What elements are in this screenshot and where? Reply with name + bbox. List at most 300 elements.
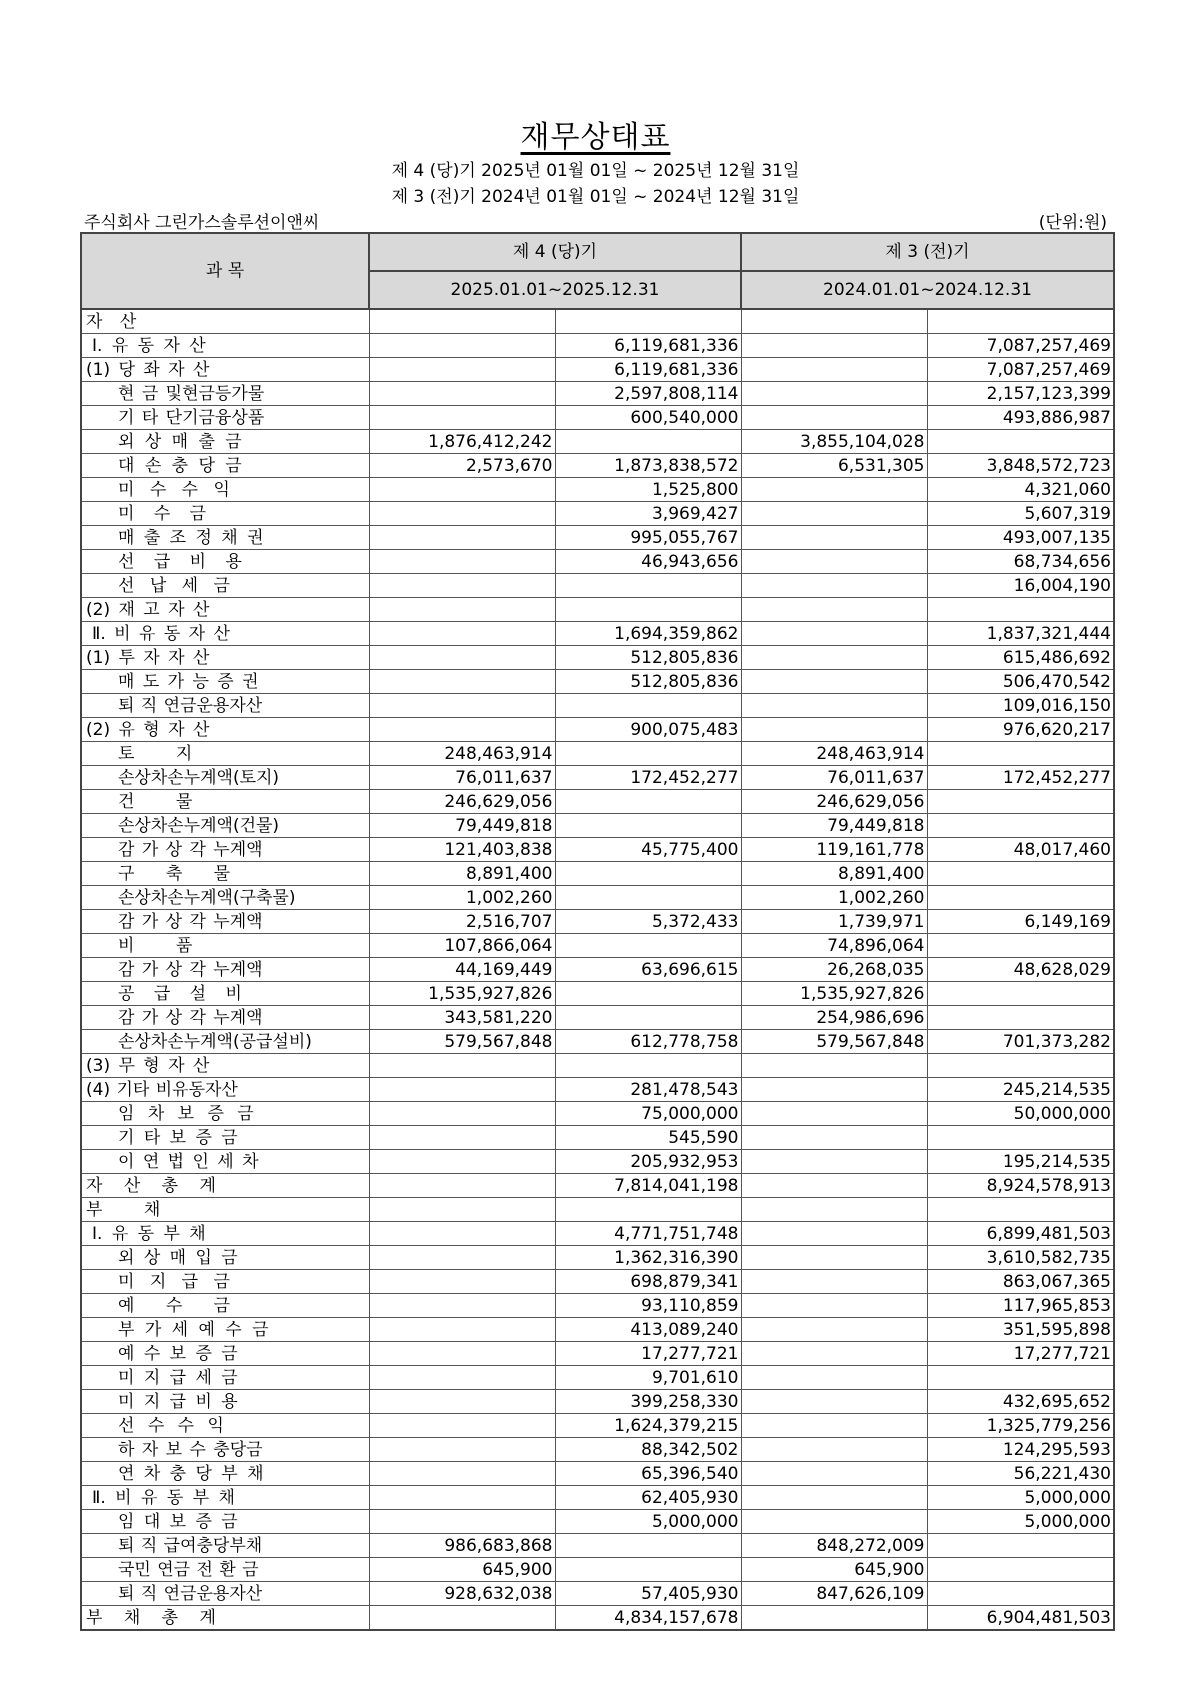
- current-detail-amount: [369, 358, 555, 382]
- prior-detail-amount: 8,891,400: [741, 862, 927, 886]
- row-label: 구 축 물: [81, 862, 369, 886]
- current-total-amount: [555, 886, 741, 910]
- row-label: 예 수 보 증 금: [81, 1342, 369, 1366]
- current-total-amount: 1,362,316,390: [555, 1246, 741, 1270]
- prior-total-amount: 6,904,481,503: [927, 1606, 1114, 1631]
- current-total-amount: [555, 934, 741, 958]
- prior-total-amount: [927, 1366, 1114, 1390]
- table-row: [81, 550, 1114, 574]
- current-total-amount: 6,119,681,336: [555, 334, 741, 358]
- current-total-amount: 57,405,930: [555, 1582, 741, 1606]
- current-detail-amount: 76,011,637: [369, 766, 555, 790]
- table-row: [81, 934, 1114, 958]
- current-total-amount: 413,089,240: [555, 1318, 741, 1342]
- current-total-amount: 1,525,800: [555, 478, 741, 502]
- prior-detail-amount: [741, 358, 927, 382]
- current-total-amount: 172,452,277: [555, 766, 741, 790]
- prior-total-amount: 493,007,135: [927, 526, 1114, 550]
- prior-total-amount: 109,016,150: [927, 694, 1114, 718]
- current-total-amount: 6,119,681,336: [555, 358, 741, 382]
- current-total-amount: 1,873,838,572: [555, 454, 741, 478]
- prior-detail-amount: [741, 598, 927, 622]
- table-row: [81, 1558, 1114, 1582]
- current-total-amount: 205,932,953: [555, 1150, 741, 1174]
- prior-total-amount: 5,607,319: [927, 502, 1114, 526]
- prior-total-amount: 117,965,853: [927, 1294, 1114, 1318]
- header-current-period: 제 4 (당)기: [369, 233, 741, 271]
- prior-total-amount: [927, 1006, 1114, 1030]
- statement-title: 재무상태표: [520, 120, 671, 155]
- current-total-amount: 3,969,427: [555, 502, 741, 526]
- current-detail-amount: [369, 1414, 555, 1438]
- header-current-range: 2025.01.01~2025.12.31: [369, 271, 741, 309]
- current-detail-amount: 986,683,868: [369, 1534, 555, 1558]
- prior-total-amount: [927, 1198, 1114, 1222]
- prior-detail-amount: [741, 1342, 927, 1366]
- prior-detail-amount: [741, 382, 927, 406]
- prior-detail-amount: 3,855,104,028: [741, 430, 927, 454]
- row-label: 예 수 금: [81, 1294, 369, 1318]
- current-detail-amount: [369, 1222, 555, 1246]
- prior-total-amount: [927, 598, 1114, 622]
- row-label: (2) 재 고 자 산: [81, 598, 369, 622]
- row-label: (1) 투 자 자 산: [81, 646, 369, 670]
- current-total-amount: 46,943,656: [555, 550, 741, 574]
- table-row: [81, 1078, 1114, 1102]
- prior-total-amount: 50,000,000: [927, 1102, 1114, 1126]
- table-row: [81, 910, 1114, 934]
- header-prior-range: 2024.01.01~2024.12.31: [741, 271, 1114, 309]
- row-label: 미 지 급 금: [81, 1270, 369, 1294]
- row-label: 감 가 상 각 누계액: [81, 958, 369, 982]
- prior-total-amount: 124,295,593: [927, 1438, 1114, 1462]
- current-detail-amount: 928,632,038: [369, 1582, 555, 1606]
- prior-detail-amount: [741, 1462, 927, 1486]
- current-total-amount: [555, 1534, 741, 1558]
- prior-total-amount: 432,695,652: [927, 1390, 1114, 1414]
- current-total-amount: 281,478,543: [555, 1078, 741, 1102]
- period-current: 제 4 (당)기 2025년 01월 01일 ~ 2025년 12월 31일: [391, 161, 800, 181]
- row-label: 하 자 보 수 충당금: [81, 1438, 369, 1462]
- current-detail-amount: 645,900: [369, 1558, 555, 1582]
- current-detail-amount: 246,629,056: [369, 790, 555, 814]
- table-row: [81, 670, 1114, 694]
- prior-total-amount: [927, 1534, 1114, 1558]
- current-total-amount: [555, 1006, 741, 1030]
- prior-detail-amount: [741, 1222, 927, 1246]
- table-row: [81, 1366, 1114, 1390]
- prior-total-amount: [927, 1054, 1114, 1078]
- row-label: Ⅰ. 유 동 자 산: [81, 334, 369, 358]
- current-detail-amount: [369, 1054, 555, 1078]
- current-total-amount: 4,834,157,678: [555, 1606, 741, 1631]
- row-label: 임 차 보 증 금: [81, 1102, 369, 1126]
- row-label: 손상차손누계액(건물): [81, 814, 369, 838]
- prior-detail-amount: [741, 1054, 927, 1078]
- row-label: 외 상 매 출 금: [81, 430, 369, 454]
- current-total-amount: 1,694,359,862: [555, 622, 741, 646]
- prior-detail-amount: [741, 1246, 927, 1270]
- prior-detail-amount: 1,002,260: [741, 886, 927, 910]
- row-label: 자 산: [81, 309, 369, 334]
- prior-detail-amount: [741, 1126, 927, 1150]
- row-label: 미 지 급 비 용: [81, 1390, 369, 1414]
- table-row: [81, 382, 1114, 406]
- current-detail-amount: [369, 1438, 555, 1462]
- current-total-amount: [555, 309, 741, 334]
- prior-detail-amount: [741, 1150, 927, 1174]
- table-row: [81, 1414, 1114, 1438]
- current-total-amount: 1,624,379,215: [555, 1414, 741, 1438]
- row-label: 매 도 가 능 증 권: [81, 670, 369, 694]
- prior-total-amount: [927, 309, 1114, 334]
- table-row: [81, 1222, 1114, 1246]
- current-detail-amount: [369, 718, 555, 742]
- current-total-amount: 612,778,758: [555, 1030, 741, 1054]
- table-row: [81, 1246, 1114, 1270]
- table-row: [81, 1606, 1114, 1631]
- table-row: [81, 1006, 1114, 1030]
- row-label: 감 가 상 각 누계액: [81, 910, 369, 934]
- prior-total-amount: 17,277,721: [927, 1342, 1114, 1366]
- current-detail-amount: [369, 1150, 555, 1174]
- prior-detail-amount: [741, 718, 927, 742]
- prior-total-amount: [927, 1126, 1114, 1150]
- prior-detail-amount: [741, 1438, 927, 1462]
- prior-detail-amount: [741, 1414, 927, 1438]
- prior-total-amount: 56,221,430: [927, 1462, 1114, 1486]
- current-detail-amount: [369, 334, 555, 358]
- table-row: [81, 1102, 1114, 1126]
- current-total-amount: 995,055,767: [555, 526, 741, 550]
- prior-total-amount: [927, 790, 1114, 814]
- prior-total-amount: 6,899,481,503: [927, 1222, 1114, 1246]
- row-label: 감 가 상 각 누계액: [81, 838, 369, 862]
- current-detail-amount: 2,573,670: [369, 454, 555, 478]
- table-row: [81, 1126, 1114, 1150]
- row-label: 선 급 비 용: [81, 550, 369, 574]
- current-detail-amount: [369, 646, 555, 670]
- prior-total-amount: [927, 934, 1114, 958]
- current-total-amount: [555, 790, 741, 814]
- prior-total-amount: 195,214,535: [927, 1150, 1114, 1174]
- table-row: [81, 766, 1114, 790]
- current-detail-amount: [369, 478, 555, 502]
- prior-detail-amount: 76,011,637: [741, 766, 927, 790]
- table-row: [81, 958, 1114, 982]
- company-name: 주식회사 그린가스솔루션이앤씨: [84, 213, 320, 233]
- row-label: 자 산 총 계: [81, 1174, 369, 1198]
- current-total-amount: [555, 430, 741, 454]
- current-detail-amount: [369, 1606, 555, 1631]
- row-label: 부 가 세 예 수 금: [81, 1318, 369, 1342]
- table-row: [81, 1030, 1114, 1054]
- current-detail-amount: 248,463,914: [369, 742, 555, 766]
- current-total-amount: [555, 862, 741, 886]
- current-total-amount: [555, 1198, 741, 1222]
- current-total-amount: 5,000,000: [555, 1510, 741, 1534]
- prior-total-amount: 48,017,460: [927, 838, 1114, 862]
- table-row: [81, 1534, 1114, 1558]
- table-row: [81, 694, 1114, 718]
- prior-detail-amount: [741, 1318, 927, 1342]
- current-detail-amount: [369, 622, 555, 646]
- table-row: [81, 1438, 1114, 1462]
- prior-total-amount: [927, 814, 1114, 838]
- current-detail-amount: [369, 1294, 555, 1318]
- prior-detail-amount: 1,739,971: [741, 910, 927, 934]
- table-row: [81, 430, 1114, 454]
- current-total-amount: 45,775,400: [555, 838, 741, 862]
- current-detail-amount: [369, 1342, 555, 1366]
- current-detail-amount: [369, 694, 555, 718]
- prior-total-amount: 863,067,365: [927, 1270, 1114, 1294]
- prior-total-amount: [927, 430, 1114, 454]
- table-row: [81, 598, 1114, 622]
- table-row: [81, 478, 1114, 502]
- table-row: [81, 742, 1114, 766]
- current-total-amount: 900,075,483: [555, 718, 741, 742]
- prior-detail-amount: [741, 1606, 927, 1631]
- table-row: [81, 502, 1114, 526]
- prior-total-amount: 5,000,000: [927, 1486, 1114, 1510]
- prior-detail-amount: [741, 1270, 927, 1294]
- prior-detail-amount: [741, 670, 927, 694]
- prior-detail-amount: [741, 646, 927, 670]
- row-label: 부 채 총 계: [81, 1606, 369, 1631]
- row-label: 매 출 조 정 채 권: [81, 526, 369, 550]
- row-label: 퇴 직 급여충당부채: [81, 1534, 369, 1558]
- table-row: [81, 309, 1114, 334]
- current-detail-amount: [369, 1318, 555, 1342]
- current-detail-amount: [369, 382, 555, 406]
- row-label: 미 수 금: [81, 502, 369, 526]
- row-label: 국민 연금 전 환 금: [81, 1558, 369, 1582]
- current-total-amount: 545,590: [555, 1126, 741, 1150]
- current-total-amount: 9,701,610: [555, 1366, 741, 1390]
- row-label: 현 금 및현금등가물: [81, 382, 369, 406]
- prior-total-amount: 976,620,217: [927, 718, 1114, 742]
- table-row: [81, 1462, 1114, 1486]
- current-detail-amount: [369, 670, 555, 694]
- current-detail-amount: 2,516,707: [369, 910, 555, 934]
- row-label: 손상차손누계액(구축물): [81, 886, 369, 910]
- row-label: 토 지: [81, 742, 369, 766]
- prior-total-amount: 6,149,169: [927, 910, 1114, 934]
- current-detail-amount: [369, 1078, 555, 1102]
- current-total-amount: 512,805,836: [555, 646, 741, 670]
- current-total-amount: [555, 694, 741, 718]
- row-label: 연 차 충 당 부 채: [81, 1462, 369, 1486]
- prior-detail-amount: 26,268,035: [741, 958, 927, 982]
- prior-detail-amount: [741, 502, 927, 526]
- table-row: [81, 454, 1114, 478]
- prior-detail-amount: 119,161,778: [741, 838, 927, 862]
- table-row: [81, 1198, 1114, 1222]
- prior-detail-amount: [741, 406, 927, 430]
- row-label: 퇴 직 연금운용자산: [81, 1582, 369, 1606]
- current-detail-amount: [369, 550, 555, 574]
- prior-total-amount: 615,486,692: [927, 646, 1114, 670]
- row-label: (3) 무 형 자 산: [81, 1054, 369, 1078]
- row-label: 미 수 수 익: [81, 478, 369, 502]
- table-row: [81, 358, 1114, 382]
- prior-detail-amount: 246,629,056: [741, 790, 927, 814]
- table-row: [81, 646, 1114, 670]
- prior-detail-amount: 1,535,927,826: [741, 982, 927, 1006]
- table-row: [81, 1294, 1114, 1318]
- row-label: Ⅱ. 비 유 동 부 채: [81, 1486, 369, 1510]
- current-detail-amount: [369, 1366, 555, 1390]
- prior-detail-amount: 848,272,009: [741, 1534, 927, 1558]
- current-total-amount: [555, 598, 741, 622]
- prior-total-amount: [927, 1558, 1114, 1582]
- row-label: (2) 유 형 자 산: [81, 718, 369, 742]
- table-row: [81, 718, 1114, 742]
- current-total-amount: 698,879,341: [555, 1270, 741, 1294]
- prior-total-amount: 16,004,190: [927, 574, 1114, 598]
- current-total-amount: 5,372,433: [555, 910, 741, 934]
- current-detail-amount: [369, 1246, 555, 1270]
- table-row: [81, 982, 1114, 1006]
- prior-detail-amount: 248,463,914: [741, 742, 927, 766]
- row-label: 손상차손누계액(공급설비): [81, 1030, 369, 1054]
- row-label: (4) 기타 비유동자산: [81, 1078, 369, 1102]
- current-detail-amount: [369, 406, 555, 430]
- row-label: 선 납 세 금: [81, 574, 369, 598]
- current-total-amount: 75,000,000: [555, 1102, 741, 1126]
- prior-detail-amount: 645,900: [741, 1558, 927, 1582]
- prior-detail-amount: [741, 1366, 927, 1390]
- current-detail-amount: [369, 1270, 555, 1294]
- prior-detail-amount: [741, 1390, 927, 1414]
- current-detail-amount: 44,169,449: [369, 958, 555, 982]
- prior-detail-amount: [741, 478, 927, 502]
- current-detail-amount: [369, 1462, 555, 1486]
- row-label: 미 지 급 세 금: [81, 1366, 369, 1390]
- table-row: [81, 1054, 1114, 1078]
- prior-total-amount: [927, 862, 1114, 886]
- current-detail-amount: [369, 574, 555, 598]
- current-total-amount: [555, 574, 741, 598]
- current-total-amount: 2,597,808,114: [555, 382, 741, 406]
- prior-detail-amount: 847,626,109: [741, 1582, 927, 1606]
- unit-label: (단위:원): [1038, 213, 1107, 233]
- current-total-amount: 93,110,859: [555, 1294, 741, 1318]
- row-label: 임 대 보 증 금: [81, 1510, 369, 1534]
- current-detail-amount: 1,002,260: [369, 886, 555, 910]
- current-detail-amount: 1,876,412,242: [369, 430, 555, 454]
- current-total-amount: [555, 814, 741, 838]
- current-detail-amount: [369, 1486, 555, 1510]
- prior-detail-amount: [741, 526, 927, 550]
- prior-detail-amount: [741, 694, 927, 718]
- prior-total-amount: 2,157,123,399: [927, 382, 1114, 406]
- prior-total-amount: 3,610,582,735: [927, 1246, 1114, 1270]
- prior-total-amount: 4,321,060: [927, 478, 1114, 502]
- prior-detail-amount: [741, 1102, 927, 1126]
- current-total-amount: [555, 982, 741, 1006]
- current-total-amount: 63,696,615: [555, 958, 741, 982]
- table-row: [81, 862, 1114, 886]
- current-detail-amount: 79,449,818: [369, 814, 555, 838]
- table-row: [81, 1150, 1114, 1174]
- row-label: 손상차손누계액(토지): [81, 766, 369, 790]
- prior-total-amount: 1,325,779,256: [927, 1414, 1114, 1438]
- table-row: [81, 622, 1114, 646]
- prior-total-amount: 351,595,898: [927, 1318, 1114, 1342]
- prior-detail-amount: [741, 1078, 927, 1102]
- prior-total-amount: 5,000,000: [927, 1510, 1114, 1534]
- prior-detail-amount: [741, 309, 927, 334]
- prior-detail-amount: [741, 1198, 927, 1222]
- prior-total-amount: 48,628,029: [927, 958, 1114, 982]
- prior-detail-amount: [741, 622, 927, 646]
- table-body: [81, 309, 1114, 1630]
- row-label: 건 물: [81, 790, 369, 814]
- prior-detail-amount: [741, 1510, 927, 1534]
- prior-total-amount: 8,924,578,913: [927, 1174, 1114, 1198]
- current-total-amount: 62,405,930: [555, 1486, 741, 1510]
- current-total-amount: [555, 1054, 741, 1078]
- row-label: Ⅰ. 유 동 부 채: [81, 1222, 369, 1246]
- prior-total-amount: 172,452,277: [927, 766, 1114, 790]
- row-label: 선 수 수 익: [81, 1414, 369, 1438]
- current-detail-amount: [369, 502, 555, 526]
- current-total-amount: [555, 1558, 741, 1582]
- row-label: 외 상 매 입 금: [81, 1246, 369, 1270]
- current-total-amount: 65,396,540: [555, 1462, 741, 1486]
- current-detail-amount: [369, 1126, 555, 1150]
- current-detail-amount: [369, 1510, 555, 1534]
- prior-detail-amount: 6,531,305: [741, 454, 927, 478]
- row-label: 기 타 보 증 금: [81, 1126, 369, 1150]
- prior-total-amount: 493,886,987: [927, 406, 1114, 430]
- table-row: [81, 1174, 1114, 1198]
- prior-detail-amount: 79,449,818: [741, 814, 927, 838]
- prior-total-amount: [927, 886, 1114, 910]
- table-row: [81, 1318, 1114, 1342]
- table-row: [81, 1270, 1114, 1294]
- row-label: 감 가 상 각 누계액: [81, 1006, 369, 1030]
- prior-detail-amount: 579,567,848: [741, 1030, 927, 1054]
- table-row: [81, 1486, 1114, 1510]
- current-detail-amount: [369, 1174, 555, 1198]
- row-label: 대 손 충 당 금: [81, 454, 369, 478]
- current-total-amount: 17,277,721: [555, 1342, 741, 1366]
- current-total-amount: 88,342,502: [555, 1438, 741, 1462]
- row-label: 이 연 법 인 세 차: [81, 1150, 369, 1174]
- prior-detail-amount: [741, 1486, 927, 1510]
- table-row: [81, 1390, 1114, 1414]
- prior-total-amount: 1,837,321,444: [927, 622, 1114, 646]
- current-detail-amount: [369, 1198, 555, 1222]
- current-total-amount: 600,540,000: [555, 406, 741, 430]
- current-total-amount: 4,771,751,748: [555, 1222, 741, 1246]
- current-detail-amount: 107,866,064: [369, 934, 555, 958]
- current-total-amount: [555, 742, 741, 766]
- prior-detail-amount: [741, 574, 927, 598]
- current-total-amount: 512,805,836: [555, 670, 741, 694]
- balance-sheet-table: [80, 232, 1115, 1631]
- prior-total-amount: 7,087,257,469: [927, 334, 1114, 358]
- prior-detail-amount: 254,986,696: [741, 1006, 927, 1030]
- current-detail-amount: 579,567,848: [369, 1030, 555, 1054]
- table-row: [81, 790, 1114, 814]
- current-detail-amount: 1,535,927,826: [369, 982, 555, 1006]
- prior-detail-amount: [741, 1294, 927, 1318]
- current-detail-amount: 343,581,220: [369, 1006, 555, 1030]
